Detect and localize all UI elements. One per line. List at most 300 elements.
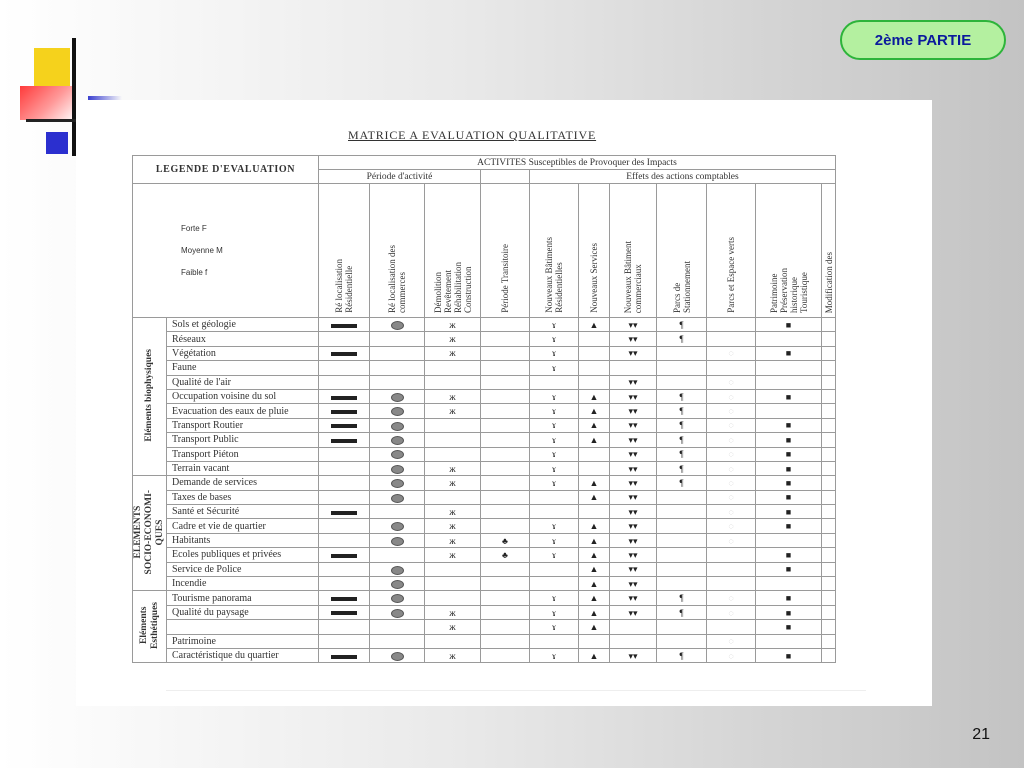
- matrix-row: [133, 476, 836, 490]
- matrix-cell: [610, 490, 657, 504]
- matrix-cell: [370, 533, 425, 547]
- impact-symbol: ɤ: [552, 449, 556, 460]
- matrix-cell: [425, 332, 481, 346]
- matrix-cell: [707, 332, 756, 346]
- impact-symbol: ▲: [589, 535, 599, 546]
- impact-symbol: ▾▾: [628, 449, 638, 460]
- impact-dot-icon: [391, 537, 404, 546]
- impact-dot-icon: [391, 422, 404, 431]
- strong-impact-bar-icon: [331, 352, 357, 356]
- impact-symbol: ▲: [589, 650, 599, 661]
- matrix-cell: [370, 361, 425, 375]
- matrix-cell: [530, 648, 579, 662]
- matrix-cell: [481, 577, 530, 591]
- matrix-cell: [579, 389, 610, 403]
- impact-symbol: ¶: [679, 607, 684, 618]
- impact-symbol: ж: [449, 506, 456, 517]
- matrix-row: [133, 490, 836, 504]
- matrix-cell: [579, 361, 610, 375]
- impact-symbol: ◌: [728, 463, 734, 474]
- matrix-cell: [610, 577, 657, 591]
- matrix-cell: [610, 389, 657, 403]
- matrix-cell: [530, 591, 579, 605]
- impact-symbol: ◌: [728, 449, 734, 460]
- impact-symbol: ¶: [679, 449, 684, 460]
- matrix-cell: [610, 375, 657, 389]
- matrix-cell: [707, 389, 756, 403]
- impact-symbol: ▾▾: [628, 406, 638, 417]
- matrix-cell: [370, 648, 425, 662]
- matrix-row: [133, 634, 836, 648]
- matrix-cell: [579, 476, 610, 490]
- impact-symbol: ɤ: [552, 463, 556, 474]
- impact-symbol: ▲: [589, 521, 599, 532]
- matrix-cell: [319, 605, 370, 619]
- matrix-cell: [610, 332, 657, 346]
- matrix-cell: [822, 648, 836, 662]
- matrix-cell: [425, 490, 481, 504]
- matrix-cell: [707, 620, 756, 634]
- impact-symbol: ¶: [679, 463, 684, 474]
- impact-symbol: ◌: [728, 420, 734, 431]
- matrix-cell: [822, 490, 836, 504]
- strong-impact-bar-icon: [331, 410, 357, 414]
- matrix-cell: [530, 433, 579, 447]
- column-header-label: Démolition Revêtement Réhabilitation Construction: [432, 262, 473, 313]
- impact-symbol: ■: [785, 564, 792, 575]
- matrix-cell: [707, 591, 756, 605]
- column-header: [707, 184, 756, 318]
- impact-dot-icon: [391, 479, 404, 488]
- matrix-cell: [579, 490, 610, 504]
- impact-symbol: ¶: [679, 477, 684, 488]
- matrix-cell: [657, 332, 707, 346]
- matrix-row: [133, 577, 836, 591]
- matrix-cell: [481, 361, 530, 375]
- row-label: Incendie: [167, 577, 319, 591]
- matrix-cell: [657, 605, 707, 619]
- matrix-cell: [822, 533, 836, 547]
- matrix-cell: [425, 418, 481, 432]
- legend-item: Faible f: [181, 267, 208, 277]
- impact-symbol: ◌: [728, 593, 734, 604]
- matrix-cell: [756, 461, 822, 475]
- impact-symbol: ◌: [728, 477, 734, 488]
- matrix-cell: [319, 634, 370, 648]
- matrix-cell: [530, 620, 579, 634]
- matrix-cell: [319, 519, 370, 533]
- matrix-cell: [657, 634, 707, 648]
- matrix-cell: [370, 591, 425, 605]
- column-header-label: Période Transitoire: [500, 244, 510, 313]
- impact-symbol: ◌: [728, 348, 734, 359]
- impact-symbol: ◌: [728, 636, 734, 647]
- strong-impact-bar-icon: [331, 439, 357, 443]
- matrix-cell: [530, 490, 579, 504]
- matrix-cell: [822, 375, 836, 389]
- impact-symbol: ♣: [502, 535, 508, 546]
- impact-symbol: ▲: [589, 564, 599, 575]
- matrix-cell: [579, 634, 610, 648]
- strong-impact-bar-icon: [331, 324, 357, 328]
- matrix-cell: [756, 318, 822, 332]
- matrix-cell: [481, 433, 530, 447]
- impact-symbol: ▾▾: [628, 492, 638, 503]
- row-label: Patrimoine: [167, 634, 319, 648]
- column-header-label: Nouveaux Bâtiment commerciaux: [623, 240, 643, 313]
- matrix-cell: [822, 476, 836, 490]
- matrix-cell: [756, 648, 822, 662]
- matrix-cell: [707, 548, 756, 562]
- matrix-cell: [319, 361, 370, 375]
- impact-symbol: ■: [785, 593, 792, 604]
- matrix-cell: [481, 634, 530, 648]
- matrix-cell: [370, 461, 425, 475]
- matrix-cell: [370, 375, 425, 389]
- matrix-row: [133, 591, 836, 605]
- matrix-cell: [822, 591, 836, 605]
- matrix-cell: [370, 418, 425, 432]
- matrix-cell: [425, 634, 481, 648]
- matrix-cell: [756, 591, 822, 605]
- legend-item: Moyenne M: [181, 245, 223, 255]
- matrix-cell: [370, 433, 425, 447]
- matrix-row: [133, 361, 836, 375]
- impact-dot-icon: [391, 465, 404, 474]
- matrix-cell: [425, 461, 481, 475]
- matrix-cell: [707, 404, 756, 418]
- impact-dot-icon: [391, 566, 404, 575]
- matrix-cell: [579, 519, 610, 533]
- matrix-cell: [579, 591, 610, 605]
- column-header: [610, 184, 657, 318]
- impact-symbol: ▲: [589, 621, 599, 632]
- matrix-cell: [610, 605, 657, 619]
- column-header: [579, 184, 610, 318]
- group-label: [133, 591, 167, 663]
- matrix-cell: [370, 318, 425, 332]
- impact-symbol: ▾▾: [628, 521, 638, 532]
- row-label: Faune: [167, 361, 319, 375]
- matrix-cell: [530, 476, 579, 490]
- matrix-cell: [707, 375, 756, 389]
- matrix-cell: [657, 577, 707, 591]
- impact-symbol: ■: [785, 463, 792, 474]
- impact-symbol: ж: [449, 477, 456, 488]
- row-label: Caractéristique du quartier: [167, 648, 319, 662]
- matrix-cell: [822, 318, 836, 332]
- matrix-cell: [756, 519, 822, 533]
- matrix-cell: [707, 519, 756, 533]
- column-header: [822, 184, 836, 318]
- matrix-cell: [319, 346, 370, 360]
- impact-symbol: ɤ: [552, 549, 556, 560]
- strong-impact-bar-icon: [331, 511, 357, 515]
- matrix-cell: [707, 346, 756, 360]
- matrix-cell: [370, 346, 425, 360]
- impact-symbol: ɤ: [552, 434, 556, 445]
- matrix-cell: [530, 418, 579, 432]
- matrix-row: [133, 418, 836, 432]
- matrix-cell: [610, 505, 657, 519]
- impact-symbol: ▲: [589, 578, 599, 589]
- impact-symbol: ¶: [679, 334, 684, 345]
- impact-symbol: ▲: [589, 406, 599, 417]
- matrix-cell: [756, 476, 822, 490]
- matrix-cell: [822, 433, 836, 447]
- matrix-cell: [657, 318, 707, 332]
- matrix-row: [133, 562, 836, 576]
- matrix-cell: [707, 361, 756, 375]
- impact-symbol: ▾▾: [628, 420, 638, 431]
- column-header-label: Patrimoine Préservation historique Touristique: [768, 268, 809, 313]
- strong-impact-bar-icon: [331, 611, 357, 615]
- matrix-cell: [756, 533, 822, 547]
- row-label: Demande de services: [167, 476, 319, 490]
- impact-symbol: ■: [785, 449, 792, 460]
- column-header: [425, 184, 481, 318]
- impact-dot-icon: [391, 450, 404, 459]
- matrix-cell: [530, 318, 579, 332]
- impact-symbol: ▲: [589, 319, 599, 330]
- matrix-row: [133, 605, 836, 619]
- row-label: Santé et Sécurité: [167, 505, 319, 519]
- column-header: [756, 184, 822, 318]
- impact-symbol: ◌: [728, 607, 734, 618]
- impact-symbol: ■: [785, 621, 792, 632]
- impact-symbol: ж: [449, 334, 456, 345]
- scanned-document: [76, 100, 932, 706]
- impact-symbol: ▾▾: [628, 593, 638, 604]
- period-header: Période d'activité: [319, 170, 481, 184]
- impact-symbol: ɤ: [552, 477, 556, 488]
- column-header-label: Ré localisation des commerces: [387, 245, 407, 313]
- impact-symbol: ɤ: [552, 650, 556, 661]
- matrix-cell: [425, 591, 481, 605]
- matrix-cell: [756, 447, 822, 461]
- matrix-cell: [822, 332, 836, 346]
- matrix-cell: [707, 433, 756, 447]
- impact-symbol: ■: [785, 549, 792, 560]
- matrix-cell: [481, 648, 530, 662]
- row-label: Qualité de l'air: [167, 375, 319, 389]
- impact-symbol: ■: [785, 492, 792, 503]
- impact-symbol: ▲: [589, 434, 599, 445]
- matrix-cell: [530, 562, 579, 576]
- impact-dot-icon: [391, 522, 404, 531]
- matrix-cell: [657, 648, 707, 662]
- matrix-cell: [657, 389, 707, 403]
- impact-dot-icon: [391, 652, 404, 661]
- matrix-cell: [481, 505, 530, 519]
- matrix-cell: [319, 505, 370, 519]
- impact-symbol: ■: [785, 420, 792, 431]
- matrix-cell: [579, 447, 610, 461]
- matrix-row: [133, 318, 836, 332]
- impact-symbol: ж: [449, 535, 456, 546]
- impact-symbol: ◌: [728, 650, 734, 661]
- matrix-row: [133, 548, 836, 562]
- matrix-cell: [707, 562, 756, 576]
- group-label: [133, 318, 167, 476]
- matrix-cell: [756, 346, 822, 360]
- matrix-cell: [579, 605, 610, 619]
- matrix-row: [133, 533, 836, 547]
- matrix-cell: [319, 476, 370, 490]
- impact-symbol: ▲: [589, 607, 599, 618]
- matrix-cell: [370, 404, 425, 418]
- matrix-cell: [610, 318, 657, 332]
- matrix-cell: [481, 389, 530, 403]
- matrix-cell: [822, 605, 836, 619]
- matrix-cell: [319, 332, 370, 346]
- matrix-cell: [707, 533, 756, 547]
- matrix-cell: [610, 361, 657, 375]
- decor-blue-square: [46, 132, 68, 154]
- matrix-cell: [822, 361, 836, 375]
- strong-impact-bar-icon: [331, 424, 357, 428]
- matrix-cell: [319, 648, 370, 662]
- impact-symbol: ◌: [728, 377, 734, 388]
- impact-symbol: ◌: [728, 521, 734, 532]
- impact-symbol: ɤ: [552, 406, 556, 417]
- matrix-cell: [756, 562, 822, 576]
- impact-symbol: ■: [785, 434, 792, 445]
- row-label: Tourisme panorama: [167, 591, 319, 605]
- matrix-cell: [822, 461, 836, 475]
- matrix-cell: [530, 519, 579, 533]
- impact-symbol: ɤ: [552, 319, 556, 330]
- matrix-cell: [370, 476, 425, 490]
- matrix-cell: [481, 346, 530, 360]
- matrix-row: [133, 447, 836, 461]
- matrix-cell: [610, 562, 657, 576]
- matrix-cell: [425, 577, 481, 591]
- strong-impact-bar-icon: [331, 655, 357, 659]
- matrix-cell: [756, 505, 822, 519]
- impact-symbol: ▾▾: [628, 391, 638, 402]
- matrix-cell: [481, 562, 530, 576]
- matrix-cell: [319, 620, 370, 634]
- matrix-cell: [370, 548, 425, 562]
- column-header: [530, 184, 579, 318]
- matrix-cell: [756, 433, 822, 447]
- matrix-cell: [530, 404, 579, 418]
- matrix-cell: [530, 361, 579, 375]
- page-number: 21: [972, 726, 990, 743]
- matrix-cell: [425, 318, 481, 332]
- matrix-cell: [530, 548, 579, 562]
- row-label: Transport Routier: [167, 418, 319, 432]
- matrix-cell: [610, 648, 657, 662]
- matrix-row: [133, 620, 836, 634]
- impact-symbol: ◌: [728, 492, 734, 503]
- impact-dot-icon: [391, 609, 404, 618]
- impact-symbol: ɤ: [552, 362, 556, 373]
- matrix-cell: [756, 332, 822, 346]
- impact-symbol: ▾▾: [628, 607, 638, 618]
- matrix-cell: [610, 461, 657, 475]
- impact-symbol: ■: [785, 477, 792, 488]
- column-header-label: Parcs et Espace verts: [726, 237, 736, 313]
- matrix-cell: [481, 533, 530, 547]
- matrix-cell: [657, 433, 707, 447]
- impact-dot-icon: [391, 580, 404, 589]
- matrix-cell: [425, 361, 481, 375]
- matrix-cell: [822, 519, 836, 533]
- matrix-cell: [481, 548, 530, 562]
- matrix-cell: [530, 389, 579, 403]
- matrix-cell: [707, 461, 756, 475]
- matrix-cell: [657, 375, 707, 389]
- impact-symbol: ¶: [679, 434, 684, 445]
- matrix-cell: [530, 332, 579, 346]
- matrix-cell: [657, 562, 707, 576]
- matrix-cell: [530, 577, 579, 591]
- matrix-cell: [610, 533, 657, 547]
- matrix-cell: [579, 562, 610, 576]
- matrix-cell: [822, 404, 836, 418]
- impact-symbol: ■: [785, 650, 792, 661]
- matrix-cell: [657, 361, 707, 375]
- matrix-cell: [756, 404, 822, 418]
- matrix-cell: [425, 562, 481, 576]
- matrix-row: [133, 433, 836, 447]
- matrix-cell: [610, 620, 657, 634]
- impact-symbol: ▲: [589, 391, 599, 402]
- matrix-cell: [610, 404, 657, 418]
- impact-symbol: ◌: [728, 434, 734, 445]
- matrix-row: [133, 389, 836, 403]
- matrix-cell: [319, 389, 370, 403]
- matrix-cell: [319, 447, 370, 461]
- matrix-cell: [822, 620, 836, 634]
- impact-symbol: ▾▾: [628, 377, 638, 388]
- impact-symbol: ■: [785, 506, 792, 517]
- matrix-cell: [425, 648, 481, 662]
- section-badge: 2ème PARTIE: [840, 20, 1006, 60]
- matrix-row: [133, 375, 836, 389]
- row-label: Cadre et vie de quartier: [167, 519, 319, 533]
- column-header-label: Parcs de Stationnement: [671, 261, 692, 313]
- matrix-cell: [319, 433, 370, 447]
- impact-symbol: ▲: [589, 492, 599, 503]
- impact-symbol: ɤ: [552, 535, 556, 546]
- impact-symbol: ♣: [502, 549, 508, 560]
- matrix-cell: [530, 346, 579, 360]
- impact-symbol: ¶: [679, 593, 684, 604]
- matrix-cell: [756, 605, 822, 619]
- impact-symbol: ɤ: [552, 391, 556, 402]
- matrix-cell: [579, 533, 610, 547]
- row-label: Habitants: [167, 533, 319, 547]
- matrix-cell: [530, 533, 579, 547]
- matrix-cell: [657, 533, 707, 547]
- matrix-cell: [707, 447, 756, 461]
- matrix-cell: [319, 591, 370, 605]
- document-title: MATRICE A EVALUATION QUALITATIVE: [348, 128, 597, 142]
- matrix-cell: [481, 620, 530, 634]
- matrix-cell: [530, 634, 579, 648]
- matrix-cell: [481, 404, 530, 418]
- matrix-cell: [481, 418, 530, 432]
- matrix-cell: [319, 418, 370, 432]
- matrix-cell: [481, 332, 530, 346]
- impact-symbol: ж: [449, 348, 456, 359]
- matrix-cell: [579, 433, 610, 447]
- matrix-row: [133, 519, 836, 533]
- impact-symbol: ж: [449, 319, 456, 330]
